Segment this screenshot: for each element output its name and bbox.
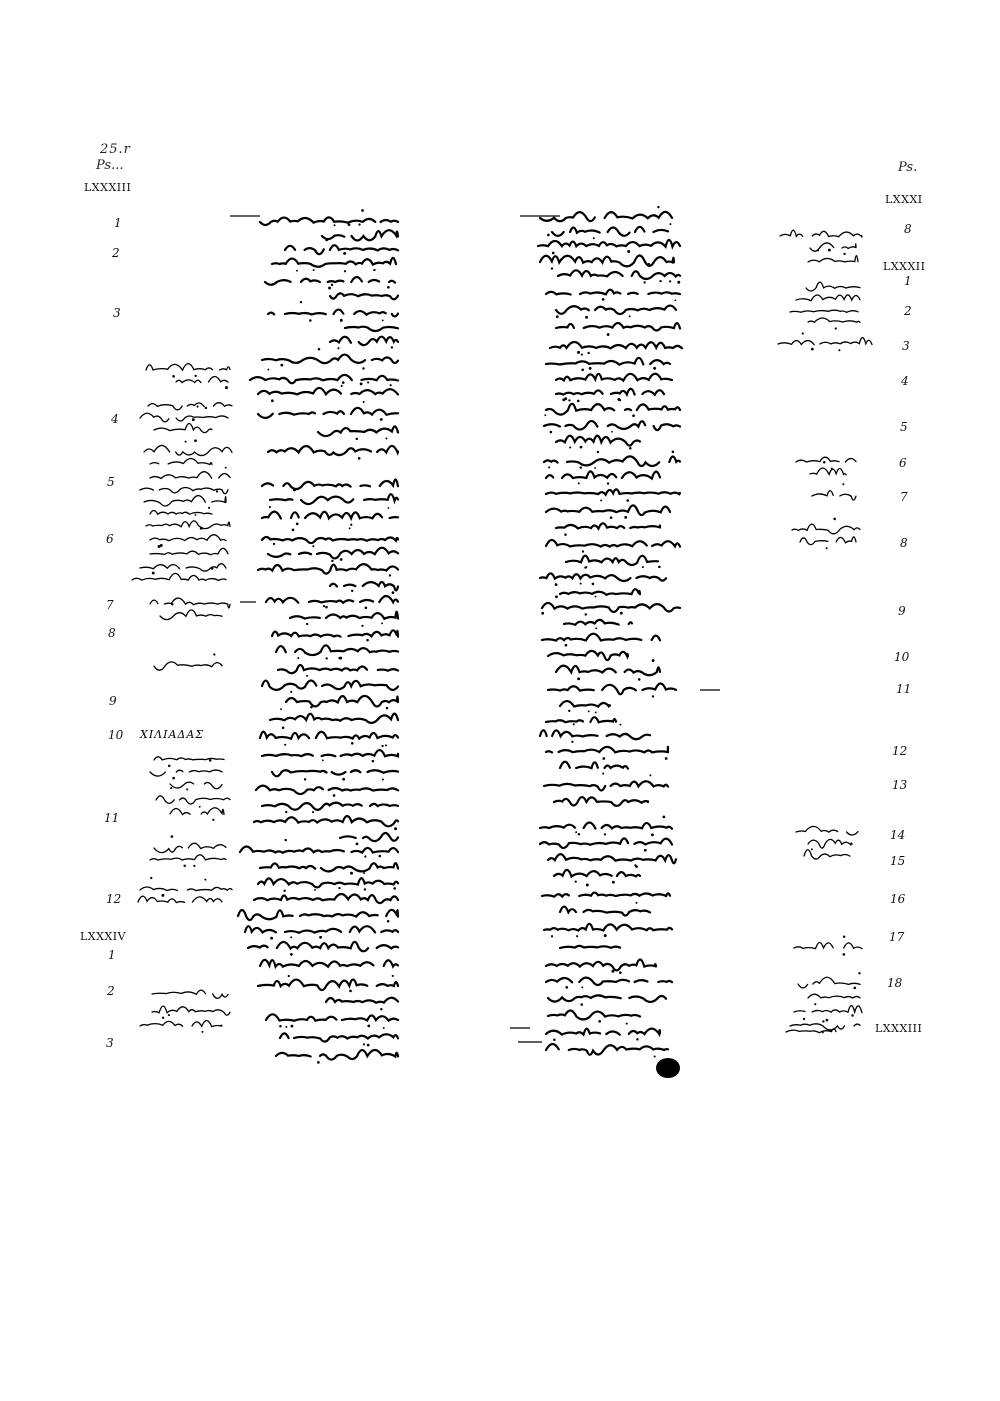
- margin-gloss-right: [794, 936, 862, 956]
- margin-gloss-right: [808, 318, 860, 330]
- verse-number: 18: [887, 976, 903, 990]
- verse-number: 1: [904, 274, 912, 288]
- script-line-left: [262, 506, 398, 526]
- verse-number: 12: [106, 892, 122, 906]
- script-line-right: [546, 710, 616, 723]
- script-line-right: [546, 960, 656, 974]
- margin-gloss-left: [140, 406, 228, 422]
- folio-right-abbrev: Ps.: [898, 160, 918, 175]
- script-line-right: [556, 315, 680, 336]
- script-line-left: [286, 691, 398, 710]
- script-line-left: [258, 401, 398, 421]
- script-line-right: [542, 627, 660, 640]
- margin-gloss-left: [150, 510, 212, 514]
- script-line-left: [268, 543, 398, 562]
- script-line-right: [558, 263, 680, 283]
- script-line-left: [265, 270, 395, 290]
- script-line-left: [258, 975, 398, 990]
- script-line-left: [238, 910, 398, 923]
- script-line-right: [556, 436, 640, 450]
- script-line-left: [262, 794, 398, 813]
- margin-gloss-right: [800, 537, 856, 549]
- script-line-right: [548, 644, 628, 660]
- verse-number: 3: [113, 306, 121, 320]
- script-line-left: [256, 778, 398, 794]
- script-line-right: [566, 550, 658, 568]
- script-line-right: [546, 351, 670, 371]
- ink-blot: [656, 1058, 680, 1078]
- margin-gloss-left: [150, 759, 222, 779]
- script-line-right: [540, 250, 674, 270]
- script-line-right: [544, 924, 672, 938]
- margin-gloss-left: [150, 598, 230, 608]
- script-line-left: [266, 1008, 398, 1028]
- script-line-right: [554, 870, 640, 884]
- chapter-label-right-bottom: LXXXIII: [875, 1022, 923, 1035]
- script-line-left: [270, 708, 398, 723]
- script-line-right: [544, 450, 680, 468]
- margin-gloss-right: [812, 483, 856, 500]
- script-line-right: [546, 482, 680, 494]
- margin-gloss-left: [152, 1006, 230, 1019]
- script-line-right: [556, 367, 672, 381]
- script-line-left: [272, 623, 398, 637]
- verse-number: 4: [901, 374, 909, 388]
- script-line-right: [546, 397, 680, 417]
- margin-gloss-right: [794, 1006, 862, 1021]
- script-line-right: [546, 281, 680, 302]
- margin-gloss-right: [790, 310, 858, 312]
- margin-gloss-left: [156, 787, 230, 808]
- script-line-right: [540, 566, 666, 586]
- script-line-left: [318, 426, 398, 440]
- verse-number: 6: [106, 532, 114, 546]
- margin-gloss-left: [170, 782, 222, 790]
- script-line-left: [262, 675, 398, 690]
- margin-gloss-right: [796, 826, 858, 835]
- script-line-right: [546, 747, 668, 760]
- chapter-label-left-top: LXXXIII: [84, 181, 132, 194]
- script-line-left: [285, 239, 398, 255]
- script-line-right: [542, 883, 670, 903]
- verse-number: 2: [107, 984, 115, 998]
- margin-gloss-left: [160, 603, 222, 619]
- script-line-left: [254, 816, 398, 830]
- script-line-right: [546, 1038, 668, 1057]
- margin-gloss-right: [786, 1019, 836, 1033]
- verse-number: 10: [894, 650, 910, 664]
- margin-gloss-left: [144, 490, 226, 509]
- margin-gloss-right: [806, 282, 860, 291]
- script-line-right: [560, 701, 610, 713]
- margin-gloss-left: [148, 403, 232, 410]
- verse-number: 1: [108, 948, 116, 962]
- margin-gloss-right: [810, 461, 846, 475]
- margin-gloss-left: [152, 990, 228, 998]
- script-line-right: [556, 516, 660, 528]
- margin-gloss-left: [150, 855, 226, 867]
- margin-gloss-right: [796, 457, 856, 469]
- verse-number: 13: [892, 778, 908, 792]
- verse-number: 17: [889, 930, 905, 944]
- script-line-left: [262, 348, 398, 367]
- script-line-left: [258, 558, 398, 573]
- greek-margin-label: ΧΙΛΙΑΔΑΣ: [140, 728, 205, 741]
- script-line-left: [290, 605, 398, 624]
- margin-gloss-right: [804, 850, 850, 859]
- verse-number: 6: [899, 456, 907, 470]
- margin-gloss-left: [170, 808, 224, 821]
- script-line-left: [268, 446, 398, 460]
- script-line-right: [546, 1023, 660, 1035]
- folio-number: 25.r: [100, 142, 131, 157]
- script-line-left: [326, 990, 398, 1003]
- script-line-right: [546, 978, 672, 989]
- verse-number: 11: [896, 682, 912, 696]
- script-line-left: [260, 209, 398, 225]
- script-line-left: [258, 872, 398, 892]
- script-line-left: [248, 936, 398, 955]
- verse-number: 15: [890, 854, 906, 868]
- script-line-right: [556, 659, 660, 675]
- script-line-left: [268, 301, 398, 322]
- margin-gloss-left: [150, 527, 226, 548]
- margin-gloss-left: [150, 459, 212, 465]
- script-line-left: [279, 1025, 398, 1046]
- margin-gloss-left: [140, 1014, 222, 1033]
- verse-number: 7: [900, 490, 908, 504]
- margin-gloss-right: [810, 243, 856, 255]
- script-line-right: [556, 306, 676, 318]
- script-line-left: [262, 479, 398, 489]
- margin-gloss-right: [780, 230, 862, 237]
- margin-gloss-right: [778, 332, 872, 351]
- margin-gloss-right: [808, 987, 860, 1006]
- margin-gloss-right: [808, 839, 852, 850]
- margin-gloss-left: [154, 757, 224, 767]
- script-line-right: [552, 227, 668, 239]
- verse-number: 7: [106, 598, 114, 612]
- script-line-right: [540, 723, 650, 743]
- margin-gloss-left: [132, 567, 226, 580]
- verse-number: 11: [104, 811, 120, 825]
- script-line-right: [548, 1003, 640, 1022]
- margin-gloss-right: [798, 972, 861, 988]
- margin-gloss-right: [796, 295, 860, 301]
- margin-gloss-left: [138, 896, 222, 902]
- script-line-right: [540, 816, 672, 837]
- verse-number: 4: [111, 412, 119, 426]
- verse-number: 3: [106, 1036, 114, 1050]
- script-line-left: [330, 284, 398, 300]
- verse-number: 3: [902, 339, 910, 353]
- verse-number: 5: [900, 420, 908, 434]
- script-line-right: [546, 466, 660, 484]
- script-line-left: [270, 488, 398, 504]
- script-line-right: [556, 389, 664, 403]
- verse-number: 10: [108, 728, 124, 742]
- script-line-right: [560, 935, 620, 948]
- script-line-right: [564, 612, 632, 625]
- script-line-left: [276, 1044, 398, 1064]
- verse-number: 8: [108, 626, 116, 640]
- script-line-left: [260, 727, 398, 746]
- script-line-right: [548, 854, 676, 868]
- margin-gloss-left: [176, 376, 228, 389]
- chapter-label-left-bottom: LXXXIV: [80, 930, 127, 943]
- script-line-left: [250, 367, 398, 387]
- margin-gloss-right: [792, 518, 860, 534]
- script-line-left: [260, 855, 398, 872]
- verse-number: 8: [904, 222, 912, 236]
- chapter-label-right-mid: LXXXII: [883, 260, 926, 273]
- margin-gloss-left: [150, 548, 228, 554]
- script-line-left: [258, 381, 398, 402]
- script-line-right: [544, 774, 668, 790]
- verse-number: 9: [898, 604, 906, 618]
- script-line-left: [245, 926, 398, 939]
- verse-number: 14: [890, 828, 906, 842]
- margin-gloss-left: [154, 653, 222, 670]
- script-line-right: [548, 677, 676, 697]
- margin-gloss-left: [146, 514, 230, 528]
- script-line-left: [262, 527, 398, 547]
- script-line-right: [560, 762, 628, 775]
- script-line-right: [560, 907, 650, 916]
- script-line-right: [541, 595, 680, 615]
- script-line-left: [340, 833, 398, 845]
- script-line-left: [345, 327, 398, 331]
- verse-number: 12: [892, 744, 908, 758]
- script-line-left: [330, 337, 398, 350]
- margin-gloss-left: [150, 467, 230, 479]
- script-line-left: [260, 960, 398, 967]
- verse-number: 8: [900, 536, 908, 550]
- script-line-right: [550, 342, 682, 356]
- margin-gloss-left: [140, 877, 232, 897]
- script-line-left: [254, 887, 398, 903]
- margin-gloss-left: [140, 487, 228, 493]
- verse-number: 5: [107, 475, 115, 489]
- verse-number: 2: [904, 304, 912, 318]
- verse-number: 1: [114, 216, 122, 230]
- verse-number: 16: [890, 892, 906, 906]
- script-line-right: [560, 583, 640, 595]
- script-line-right: [546, 533, 680, 546]
- script-line-left: [278, 657, 398, 674]
- margin-gloss-left: [144, 439, 232, 455]
- script-line-left: [272, 759, 398, 776]
- script-line-right: [554, 797, 648, 806]
- verse-number: 2: [112, 246, 120, 260]
- script-line-left: [262, 744, 398, 762]
- verse-number: 9: [109, 694, 117, 708]
- script-line-right: [546, 499, 670, 519]
- script-line-left: [272, 252, 396, 271]
- chapter-label-right-top: LXXXI: [885, 193, 923, 206]
- script-line-right: [548, 986, 666, 1001]
- folio-abbrev: Ps...: [96, 158, 124, 173]
- script-line-right: [544, 414, 680, 433]
- margin-gloss-left: [154, 835, 226, 852]
- margin-gloss-left: [146, 364, 230, 378]
- script-line-left: [322, 223, 398, 240]
- script-line-left: [276, 639, 398, 660]
- script-line-left: [266, 590, 398, 609]
- script-line-left: [330, 574, 398, 594]
